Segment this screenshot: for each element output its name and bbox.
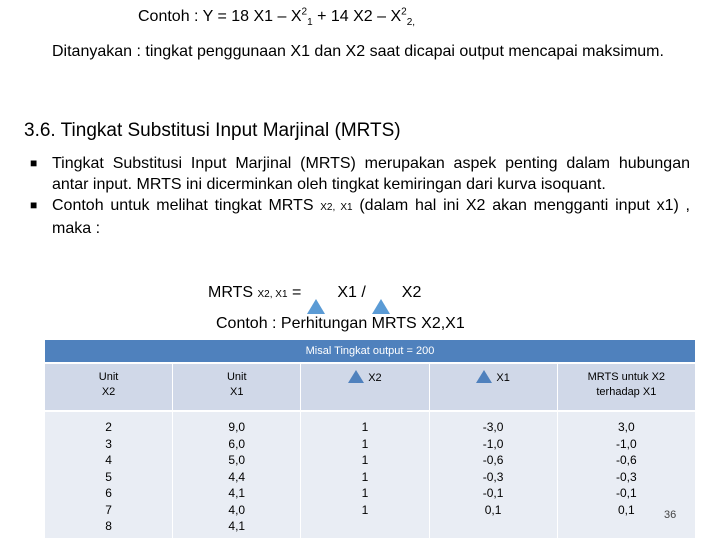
- header-unit-x1: Unit X1: [173, 363, 301, 411]
- section-heading: 3.6. Tingkat Substitusi Input Marjinal (MRTS): [24, 120, 401, 141]
- bullet-item-2: ■ Contoh untuk melihat tingkat MRTS X2, X1 (dalam hal ini X2 akan mengganti input x1) , maka :: [30, 197, 690, 237]
- table-cell: -3,0: [482, 420, 504, 434]
- table-cell: 1: [361, 436, 369, 451]
- example-title: Contoh : Perhitungan MRTS X2,X1: [216, 315, 465, 332]
- table-cell: -0,1: [482, 486, 504, 500]
- example-equation: Contoh : Y = 18 $X1 - X^2_1 + 14$ $X2 - X^2_{2,}$: [138, 6, 416, 29]
- table-cell: 4,0: [228, 502, 246, 517]
- table-cell: 1: [361, 420, 369, 434]
- mrts-formula: MRTS X2, X1 = X1 / X2: [208, 284, 421, 302]
- square-bullet-icon: ■: [30, 156, 38, 170]
- table-cell: -0,3: [482, 469, 504, 484]
- table-cell: 1: [361, 486, 369, 500]
- delta-triangle-icon: [307, 299, 325, 314]
- table-cell: 3,0: [618, 420, 635, 434]
- header-delta-x2: X2: [301, 363, 429, 411]
- table-title: Misal Tingkat output = 200: [45, 340, 695, 363]
- bullet-list: [30, 153, 690, 239]
- header-delta-x1: X1: [429, 363, 557, 411]
- table-cell: 6: [105, 486, 112, 500]
- table-cell: -0,6: [616, 453, 637, 467]
- table-cell: 4,1: [228, 519, 246, 533]
- col-unit-x1: [173, 411, 301, 538]
- table-cell: 3: [105, 436, 112, 451]
- table-cell: -0,1: [616, 486, 637, 500]
- page-number: 36: [664, 509, 677, 521]
- table-cell: 4,4: [228, 469, 246, 484]
- col-delta-x1: [429, 411, 557, 538]
- delta-triangle-icon: [476, 370, 492, 383]
- table-title-row: [45, 340, 695, 363]
- table-cell: -1,0: [482, 436, 504, 451]
- table-cell: 1: [361, 453, 369, 467]
- question-text: Ditanyakan : tingkat penggunaan X1 dan X2 saat dicapai output mencapai maksimum.: [52, 43, 664, 60]
- table-cell: 9,0: [228, 420, 246, 434]
- col-unit-x2: [45, 411, 173, 538]
- table-cell: 7: [105, 502, 112, 517]
- table-cell: -1,0: [616, 436, 637, 451]
- table-cell: 8: [105, 519, 112, 533]
- bullet-item-1: ■ Tingkat Substitusi Input Marjinal (MRTS) merupakan aspek penting dalam hubungan antar input. MRTS ini dicerminkan oleh tingkat kemiringan dari kurva isoquant.: [30, 155, 690, 193]
- table-cell: 5: [105, 469, 112, 484]
- col-delta-x2: [301, 411, 429, 538]
- delta-triangle-icon: [372, 299, 390, 314]
- table-cell: 4: [105, 453, 112, 467]
- table-cell: 4,1: [228, 486, 246, 500]
- table-row: [45, 411, 695, 538]
- header-mrts: MRTS untuk X2 terhadap X1: [557, 363, 695, 411]
- table-cell: 1: [361, 469, 369, 484]
- header-unit-x2: Unit X2: [45, 363, 173, 411]
- table-cell: 1: [361, 502, 369, 517]
- table-cell: 0,1: [484, 502, 502, 517]
- table-cell: -0,3: [616, 469, 637, 484]
- table-header-row: [45, 363, 695, 411]
- square-bullet-icon: ■: [30, 198, 38, 212]
- delta-triangle-icon: [348, 370, 364, 383]
- mrts-table: [45, 340, 695, 538]
- table-cell: 0,1: [618, 502, 635, 517]
- table-cell: -0,6: [482, 453, 504, 467]
- table-cell: 6,0: [228, 436, 246, 451]
- table-cell: 2: [105, 420, 112, 434]
- table-cell: 5,0: [228, 453, 246, 467]
